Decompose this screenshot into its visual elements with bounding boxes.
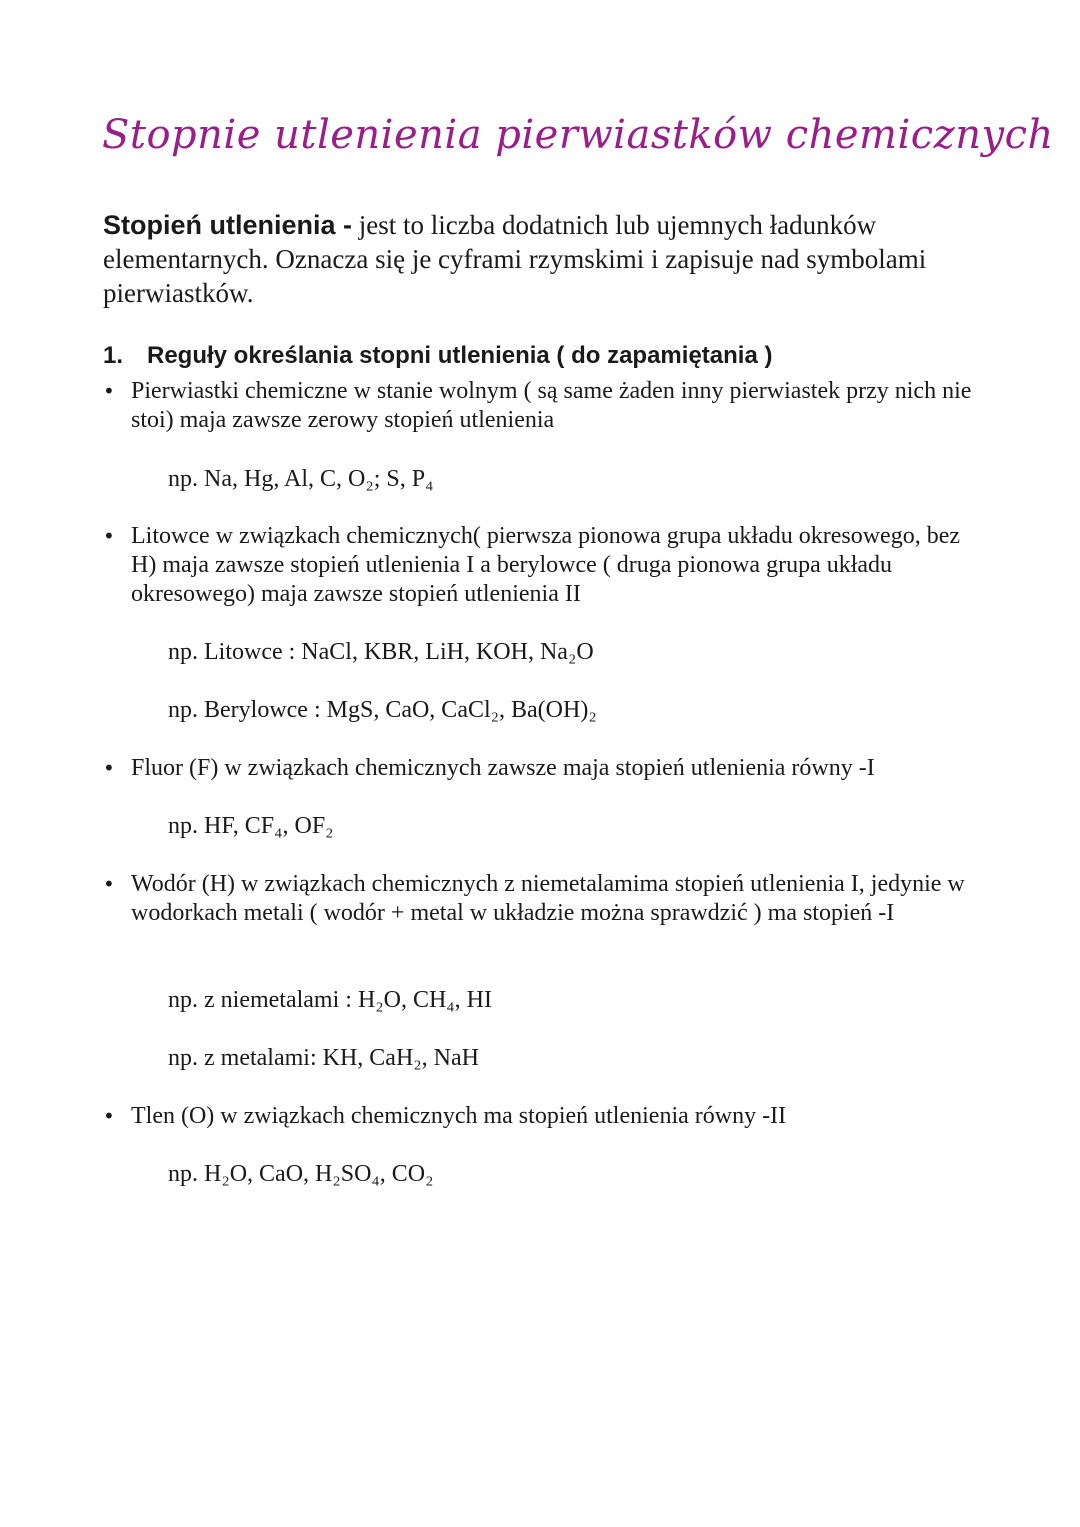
bullet-icon: • xyxy=(103,524,115,548)
rule-example: np. H₂O, CaO, H₂SO₄, CO₂ xyxy=(168,1161,434,1187)
bullet-icon: • xyxy=(103,756,115,780)
rule-example: np. HF, CF₄, OF₂ xyxy=(168,813,334,839)
bullet-icon: • xyxy=(103,872,115,896)
rule-item xyxy=(103,870,983,928)
document-title: Stopnie utlenienia pierwiastków chemicznych xyxy=(102,112,1054,158)
rule-example: np. Litowce : NaCl, KBR, LiH, KOH, Na₂O xyxy=(168,639,594,665)
rule-example: np. z metalami: KH, CaH₂, NaH xyxy=(168,1045,479,1071)
rule-example: np. z niemetalami : H₂O, CH₄, HI xyxy=(168,987,492,1013)
rule-text: Litowce w związkach chemicznych( pierwsza pionowa grupa układu okresowego, bez H) maja zawsze stopień utlenienia I a berylowce ( druga pionowa grupa układu okresowego) maja zawsze stopień utlenienia II xyxy=(131,523,960,607)
rule-text: Wodór (H) w związkach chemicznych z niemetalamima stopień utlenienia I, jedynie w wodorkach metali ( wodór + metal w układzie można sprawdzić ) ma stopień -I xyxy=(131,871,965,926)
definition-text: jest to liczba dodatnich lub ujemnych ładunków elementarnych. Oznacza się je cyframi rzymskimi i zapisuje nad symbolami pierwiastków. xyxy=(103,210,927,308)
section-title: Reguły określania stopni utlenienia ( do zapamiętania ) xyxy=(147,342,773,369)
rule-text: Pierwiastki chemiczne w stanie wolnym ( są same żaden inny pierwiastek przy nich nie stoi) maja zawsze zerowy stopień utlenienia xyxy=(131,378,972,433)
rule-example: np. Berylowce : MgS, CaO, CaCl₂, Ba(OH)₂ xyxy=(168,697,597,723)
definition-term: Stopień utlenienia - xyxy=(103,210,353,240)
rule-text: Tlen (O) w związkach chemicznych ma stopień utlenienia równy -II xyxy=(131,1103,787,1129)
bullet-icon: • xyxy=(103,379,115,403)
definition-paragraph xyxy=(103,208,1003,310)
rule-text: Fluor (F) w związkach chemicznych zawsze maja stopień utlenienia równy -I xyxy=(131,755,875,781)
rule-item xyxy=(103,522,983,609)
rule-item xyxy=(103,1102,983,1131)
section-number: 1. xyxy=(103,342,124,369)
bullet-icon: • xyxy=(103,1104,115,1128)
rule-item xyxy=(103,377,983,435)
section-heading xyxy=(103,342,772,370)
rule-item xyxy=(103,754,983,783)
rule-example: np. Na, Hg, Al, C, O₂; S, P₄ xyxy=(168,466,434,492)
